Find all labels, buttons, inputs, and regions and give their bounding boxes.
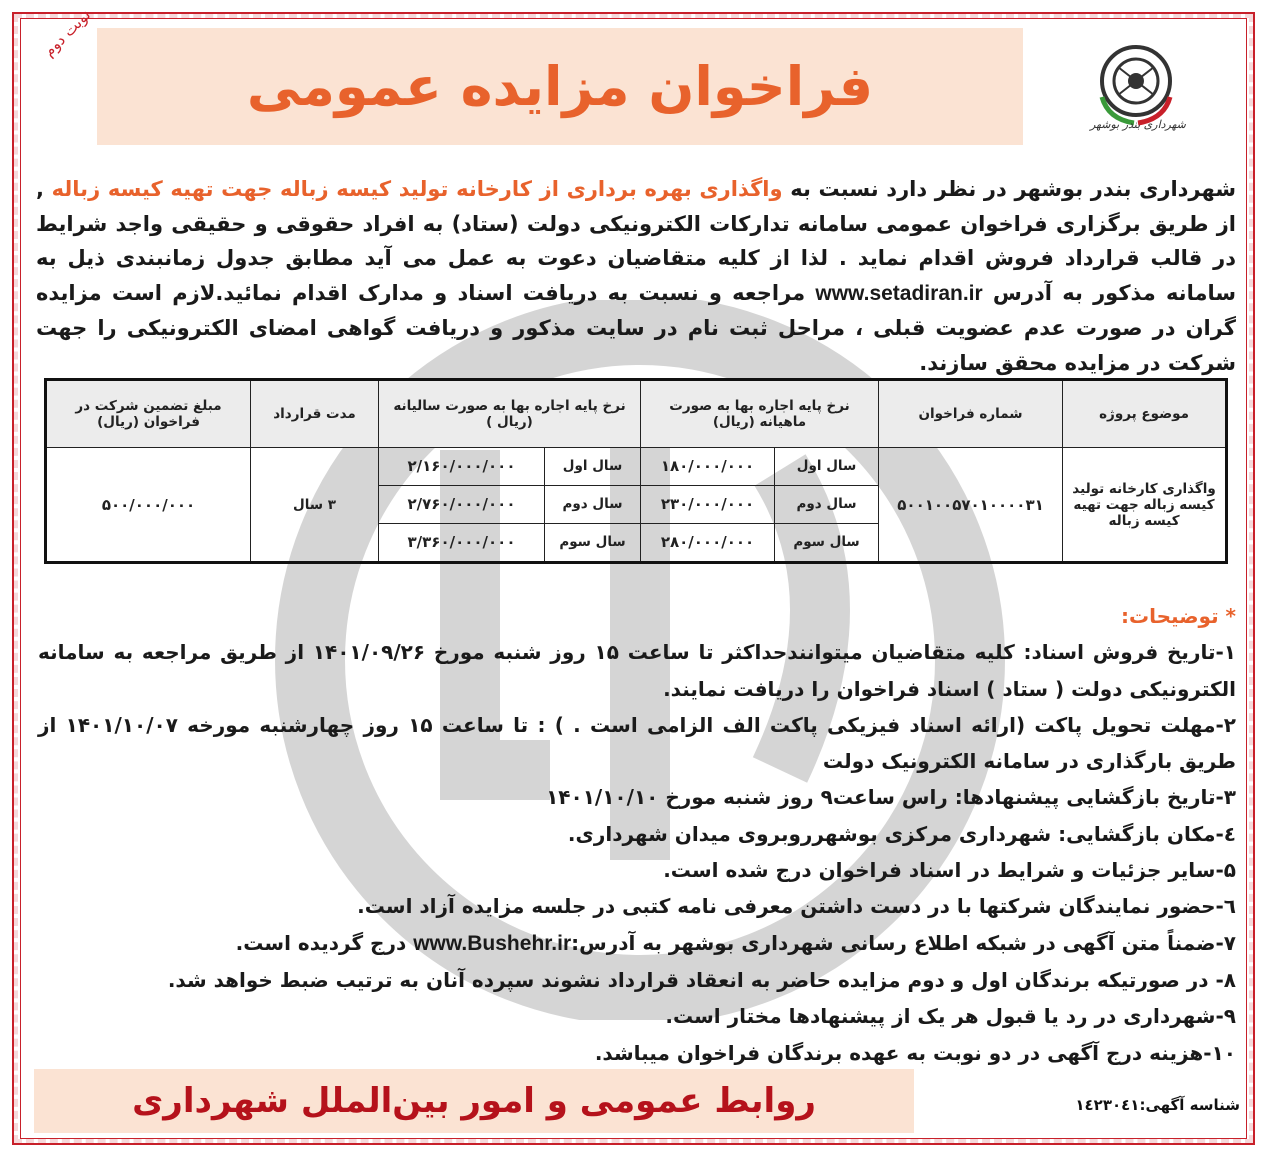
- year-label: سال دوم: [545, 485, 641, 523]
- note-item: ۱۰-هزینه درج آگهی در دو نوبت به عهده برندگان فراخوان میباشد.: [594, 1040, 1236, 1065]
- note-7-text: ۷-ضمناً متن آگهی در شبکه اطلاع رسانی شهرداری بوشهر به آدرس:: [571, 930, 1236, 955]
- note-item: [38, 925, 1236, 962]
- signature-banner: [34, 1069, 914, 1133]
- signature-text: روابط عمومی و امور بین‌الملل شهرداری: [132, 1081, 816, 1121]
- yearly-rate: ۳/۳۶۰/۰۰۰/۰۰۰: [379, 523, 545, 562]
- note-item: ۵-سایر جزئیات و شرایط در اسناد فراخوان درج شده است.: [663, 858, 1236, 883]
- yearly-rate: ۲/۱۶۰/۰۰۰/۰۰۰: [379, 448, 545, 486]
- intro-paragraph: [36, 172, 1236, 380]
- call-number: ۵۰۰۱۰۰۵۷۰۱۰۰۰۰۳۱: [879, 448, 1063, 563]
- monthly-rate: ۲۸۰/۰۰۰/۰۰۰: [641, 523, 775, 562]
- table-row: [46, 448, 1227, 486]
- note-item: ۳-تاریخ بازگشایی پیشنهادها: راس ساعت۹ روز شنبه مورخ ۱۴۰۱/۱۰/۱۰: [546, 785, 1236, 810]
- guarantee-amount: ۵۰۰/۰۰۰/۰۰۰: [46, 448, 251, 563]
- header-subject: موضوع پروژه: [1063, 380, 1227, 448]
- note-item: ۹-شهرداری در رد یا قبول هر یک از پیشنهادها مختار است.: [665, 1004, 1236, 1029]
- notes-heading: * توضیحات:: [1121, 604, 1236, 628]
- intro-text-1: شهرداری بندر بوشهر در نظر دارد نسبت به: [782, 177, 1237, 201]
- notes-section: [38, 598, 1236, 1071]
- monthly-rate: ۲۳۰/۰۰۰/۰۰۰: [641, 485, 775, 523]
- yearly-rate: ۲/۷۶۰/۰۰۰/۰۰۰: [379, 485, 545, 523]
- year-label: سال دوم: [775, 485, 879, 523]
- intro-text-3: لذا از کلیه متقاضیان دعوت به عمل می آید مطابق جدول زمانبندی ذیل به سامانه مذکور به آدرس: [36, 246, 1236, 305]
- note-item: ۲-مهلت تحویل پاکت (ارائه اسناد فیزیکی پاکت الف الزامی است . ) : تا ساعت ۱۵ روز چهارشنبه مورخه ۱۴۰۱/۱۰/۰۷ از طریق بارگذاری در سامانه الکترونیک دولت: [38, 712, 1236, 774]
- header-monthly-rate: نرخ پایه اجاره بها به صورت ماهیانه (ریال): [641, 380, 879, 448]
- year-label: سال اول: [775, 448, 879, 486]
- header-call-number: شماره فراخوان: [879, 380, 1063, 448]
- auction-table: [44, 378, 1228, 564]
- intro-highlight: واگذاری بهره برداری از کارخانه تولید کیسه زباله جهت تهیه کیسه زباله: [51, 177, 783, 201]
- intro-text-2: , از طریق برگزاری فراخوان عمومی سامانه تدارکات الکترونیکی دولت (ستاد) به افراد حقوقی و حقیقی واجد شرایط در قالب قرارداد فروش اقدام نماید .: [36, 177, 1236, 270]
- note-item: ٤-مکان بازگشایی: شهرداری مرکزی بوشهرروبروی میدان شهرداری.: [567, 821, 1236, 846]
- title-banner: [97, 28, 1023, 145]
- intro-text-4: مراجعه و نسبت به دریافت اسناد و مدارک اقدام نمائید.لازم است مزایده گران در صورت عدم عضویت قبلی ، مراحل ثبت نام در سایت مذکور و دریافت گواهی امضای الکترونیکی را جهت شرکت در مزایده محقق سازند.: [36, 280, 1236, 375]
- page-title: فراخوان مزایده عمومی: [246, 55, 874, 118]
- bushehr-link[interactable]: www.Bushehr.ir: [413, 931, 572, 955]
- header-yearly-rate: نرخ پایه اجاره بها به صورت سالیانه (ریال ): [379, 380, 641, 448]
- setadiran-link[interactable]: www.setadiran.ir: [815, 281, 983, 305]
- note-7-tail: درج گردیده است.: [235, 930, 414, 955]
- header-duration: مدت قرارداد: [251, 380, 379, 448]
- contract-duration: ۳ سال: [251, 448, 379, 563]
- edition-badge: نوبت دوم: [39, 5, 95, 61]
- note-item: ۸- در صورتیکه برندگان اول و دوم مزایده حاضر به انعقاد قرارداد نشوند سپرده آنان به ترتیب ضبط خواهد شد.: [167, 967, 1236, 992]
- logo-caption: شهرداری بندر بوشهر: [1090, 118, 1186, 131]
- project-subject: واگذاری کارخانه تولید کیسه زباله جهت تهیه کیسه زباله: [1063, 448, 1227, 563]
- year-label: سال سوم: [545, 523, 641, 562]
- year-label: سال اول: [545, 448, 641, 486]
- header-guarantee: مبلغ تضمین شرکت در فراخوان (ریال): [46, 380, 251, 448]
- note-item: ۱-تاریخ فروش اسناد: کلیه متقاضیان میتوانندحداکثر تا ساعت ۱۵ روز شنبه مورخ ۱۴۰۱/۰۹/۲۶ از طریق مراجعه به سامانه الکترونیکی دولت ( ستاد ) اسناد فراخوان را دریافت نمایند.: [38, 640, 1236, 701]
- monthly-rate: ۱۸۰/۰۰۰/۰۰۰: [641, 448, 775, 486]
- note-item: ٦-حضور نمایندگان شرکتها با در دست داشتن معرفی نامه کتبی در جلسه مزایده آزاد است.: [357, 894, 1236, 919]
- year-label: سال سوم: [775, 523, 879, 562]
- notice-id: شناسه آگهی:۱٤۲۳۰٤۱: [1075, 1096, 1240, 1114]
